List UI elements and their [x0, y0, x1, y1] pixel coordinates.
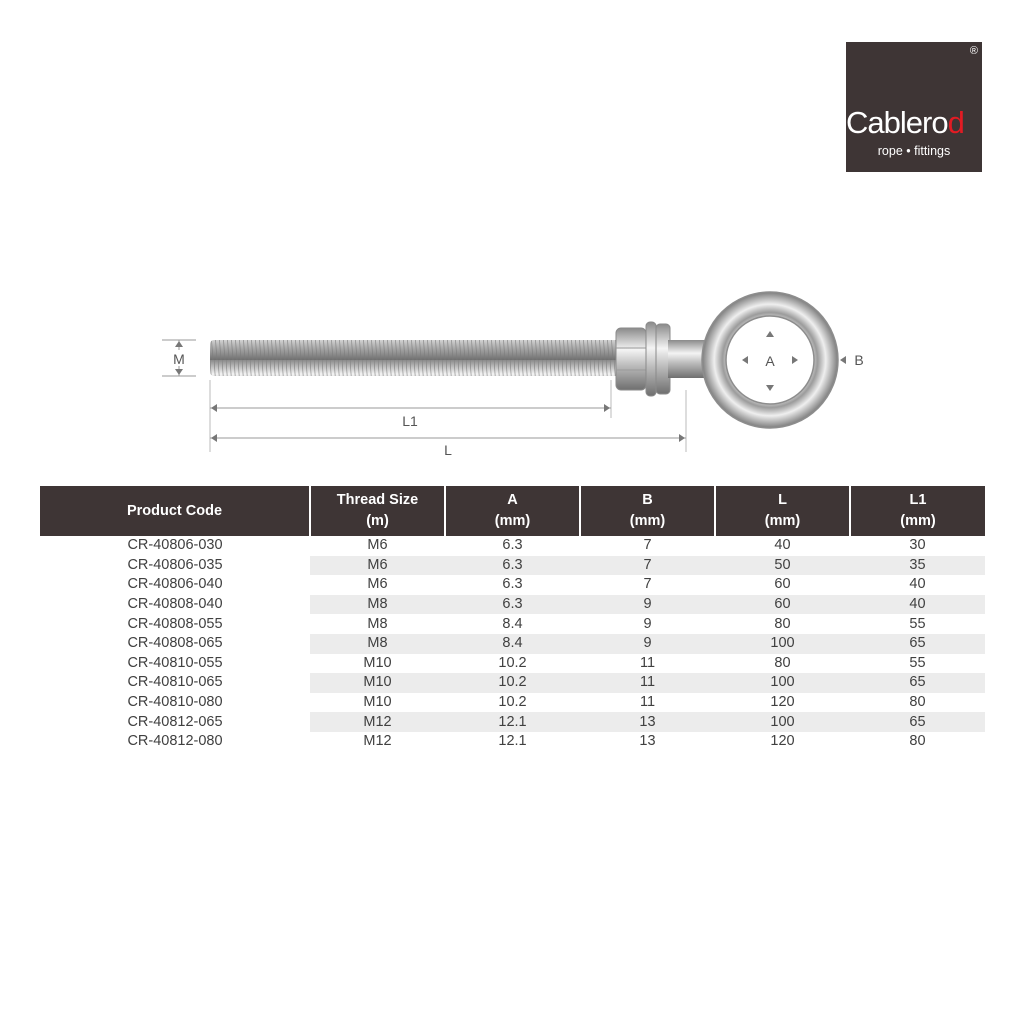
a-cell: 6.3	[445, 595, 580, 615]
b-cell: 11	[580, 673, 715, 693]
table-row	[40, 634, 985, 654]
table-row	[40, 673, 985, 693]
a-cell: 12.1	[445, 712, 580, 732]
a-cell: 6.3	[445, 556, 580, 576]
b-cell: 13	[580, 732, 715, 752]
l1-cell: 55	[850, 614, 985, 634]
a-cell: 12.1	[445, 732, 580, 752]
table-header-row	[40, 486, 985, 536]
product-code-cell: CR-40806-030	[127, 537, 223, 554]
header-l1: L1 (mm)	[850, 486, 985, 536]
a-cell: 10.2	[445, 693, 580, 713]
l1-cell: 65	[850, 712, 985, 732]
hex-nut	[616, 328, 646, 390]
l-cell: 40	[715, 536, 850, 556]
table-row	[40, 693, 985, 713]
dimension-b	[840, 352, 864, 368]
table-row	[40, 595, 985, 615]
a-cell: 10.2	[445, 654, 580, 674]
table-row	[40, 712, 985, 732]
a-cell: 6.3	[445, 575, 580, 595]
thread-size-cell: M10	[310, 673, 445, 693]
dimension-l1	[210, 380, 611, 429]
l1-cell: 80	[850, 693, 985, 713]
a-cell: 10.2	[445, 673, 580, 693]
b-cell: 7	[580, 536, 715, 556]
product-code-cell: CR-40810-080	[127, 694, 223, 711]
l-cell: 80	[715, 654, 850, 674]
dimension-l	[210, 390, 686, 458]
l1-cell: 55	[850, 654, 985, 674]
thread-size-cell: M10	[310, 654, 445, 674]
thread-size-cell: M6	[310, 575, 445, 595]
table-row	[40, 732, 985, 752]
l-cell: 100	[715, 673, 850, 693]
thread-size-cell: M12	[310, 732, 445, 752]
thread-size-cell: M10	[310, 693, 445, 713]
brand-name	[846, 106, 986, 140]
label-m: M	[173, 351, 185, 367]
b-cell: 9	[580, 614, 715, 634]
b-cell: 7	[580, 556, 715, 576]
table-row	[40, 556, 985, 576]
brand-logo	[846, 42, 982, 172]
l1-cell: 35	[850, 556, 985, 576]
a-cell: 6.3	[445, 536, 580, 556]
product-code-cell: CR-40808-055	[127, 615, 223, 632]
washer	[646, 322, 670, 396]
product-code-cell: CR-40808-065	[40, 634, 310, 654]
product-code-cell: CR-40812-080	[127, 733, 223, 750]
l1-cell: 80	[850, 732, 985, 752]
registered-mark: ®	[969, 45, 978, 57]
l1-cell: 40	[850, 575, 985, 595]
eye-bolt-diagram	[150, 280, 880, 470]
b-cell: 11	[580, 693, 715, 713]
dimension-m	[162, 340, 196, 376]
table-row	[40, 614, 985, 634]
l-cell: 120	[715, 732, 850, 752]
thread-size-cell: M8	[310, 634, 445, 654]
label-b: B	[854, 352, 864, 368]
b-cell: 9	[580, 634, 715, 654]
header-a: A (mm)	[445, 486, 580, 536]
l-cell: 80	[715, 614, 850, 634]
l-cell: 60	[715, 595, 850, 615]
thread-size-cell: M6	[310, 536, 445, 556]
l-cell: 120	[715, 693, 850, 713]
brand-name-main: Cablero	[846, 105, 948, 140]
label-l: L	[444, 442, 452, 458]
product-code-cell: CR-40806-035	[40, 556, 310, 576]
brand-name-accent: d	[947, 105, 964, 140]
b-cell: 13	[580, 712, 715, 732]
table-row	[40, 575, 985, 595]
b-cell: 9	[580, 595, 715, 615]
l-cell: 50	[715, 556, 850, 576]
product-code-cell: CR-40806-040	[127, 576, 223, 593]
threaded-shank	[210, 340, 620, 376]
l1-cell: 30	[850, 536, 985, 556]
thread-size-cell: M8	[310, 614, 445, 634]
header-b: B (mm)	[580, 486, 715, 536]
table-body	[40, 536, 985, 752]
thread-size-cell: M8	[310, 595, 445, 615]
brand-tagline: rope • fittings	[877, 144, 951, 158]
b-cell: 11	[580, 654, 715, 674]
header-thread-size: Thread Size (m)	[310, 486, 445, 536]
product-code-cell: CR-40812-065	[40, 712, 310, 732]
l1-cell: 40	[850, 595, 985, 615]
thread-size-cell: M12	[310, 712, 445, 732]
product-code-cell: CR-40810-055	[127, 654, 223, 671]
l-cell: 100	[715, 634, 850, 654]
b-cell: 7	[580, 575, 715, 595]
l1-cell: 65	[850, 673, 985, 693]
product-code-cell: CR-40810-065	[40, 673, 310, 693]
l-cell: 60	[715, 575, 850, 595]
label-l1: L1	[402, 413, 418, 429]
a-cell: 8.4	[445, 634, 580, 654]
product-code-cell: CR-40808-040	[40, 595, 310, 615]
l-cell: 100	[715, 712, 850, 732]
specifications-table	[40, 486, 985, 752]
l1-cell: 65	[850, 634, 985, 654]
header-l: L (mm)	[715, 486, 850, 536]
thread-size-cell: M6	[310, 556, 445, 576]
a-cell: 8.4	[445, 614, 580, 634]
table-row	[40, 654, 985, 674]
table-row	[40, 536, 985, 556]
header-product-code: Product Code	[40, 486, 310, 536]
label-a: A	[765, 353, 775, 369]
